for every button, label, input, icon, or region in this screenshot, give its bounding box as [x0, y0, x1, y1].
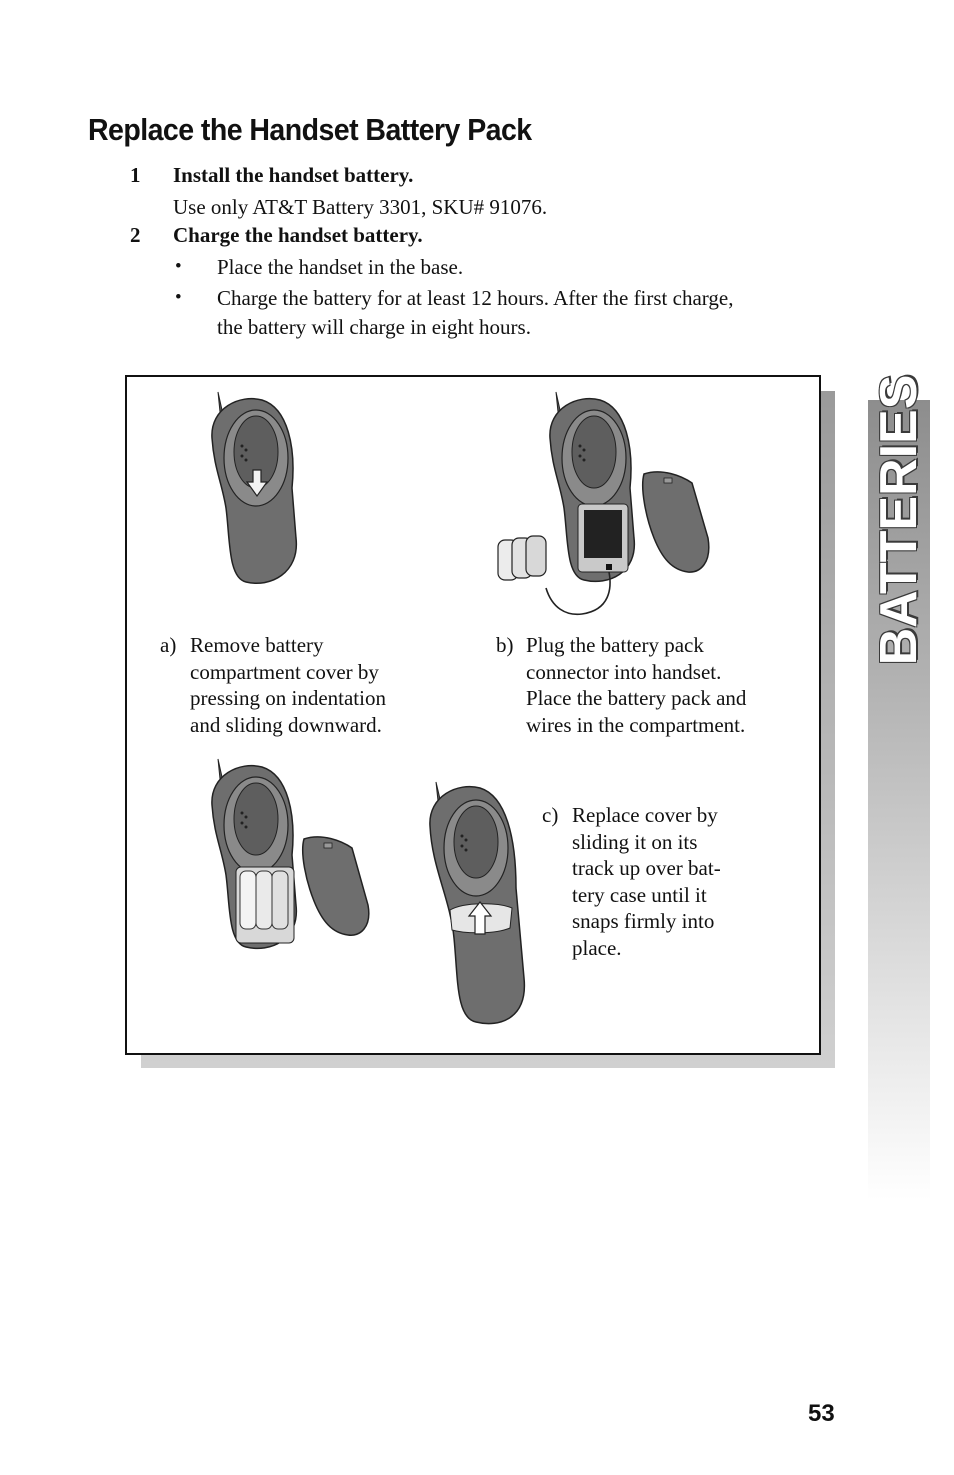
step-1-title: Install the handset battery. — [173, 163, 414, 187]
bullet-marker: • — [175, 256, 182, 277]
bullet-marker: • — [175, 287, 182, 308]
page-title: Replace the Handset Battery Pack — [88, 112, 532, 147]
caption-b-label: b) — [496, 633, 514, 657]
caption-a-label: a) — [160, 633, 177, 657]
caption-a-text: Remove battery compartment cover by pressing on indentation and sliding downward. — [190, 633, 386, 737]
step-1-text: Use only AT&T Battery 3301, SKU# 91076. — [173, 195, 548, 219]
handset-illustration-c-right — [420, 778, 540, 1033]
handset-illustration-c-left — [200, 755, 380, 955]
handset-illustration-a — [200, 388, 310, 588]
step-1-number: 1 — [130, 163, 141, 187]
step-2-number: 2 — [130, 223, 141, 247]
page-number: 53 — [808, 1400, 835, 1427]
battery-pack-icon — [498, 536, 546, 580]
section-side-tab-label: BATTERIES — [870, 374, 928, 666]
caption-c-text: Replace cover by sliding it on its track up over bat- tery case until it snaps firmly into place. — [572, 803, 721, 960]
handset-illustration-b — [492, 388, 722, 628]
step-2-bullet-2: Charge the battery for at least 12 hours. After the first charge, the battery will charge in eight hours. — [217, 286, 734, 339]
caption-c-label: c) — [542, 803, 559, 827]
step-2-bullet-1: Place the handset in the base. — [217, 255, 464, 279]
step-2-title: Charge the handset battery. — [173, 223, 423, 247]
caption-b-text: Plug the battery pack connector into handset. Place the battery pack and wires in the compartment. — [526, 633, 747, 737]
